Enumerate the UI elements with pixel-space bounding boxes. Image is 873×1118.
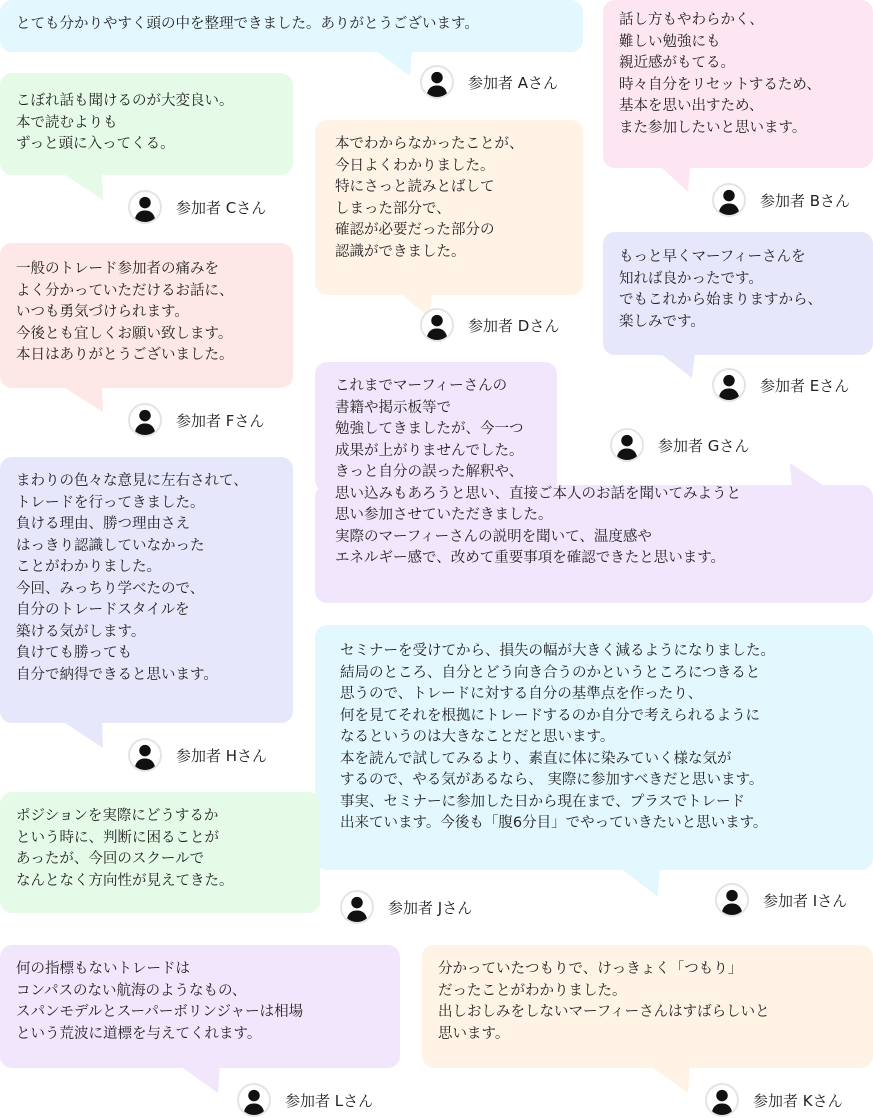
tail-b (660, 166, 690, 192)
testimonial-text: 一般のトレード参加者の痛みを よく分かっていただけるお話に、 いつも勇気づけられます。 今後とも宜しくお願い致します。 本日はありがとうございました。 (16, 261, 234, 363)
avatar-icon (610, 428, 644, 462)
tail-i (620, 868, 660, 897)
testimonial-bubble-d (315, 120, 583, 295)
participant-d (420, 308, 559, 342)
tail-e (660, 353, 695, 378)
participant-i (715, 883, 847, 917)
participant-name: 参加者 Fさん (176, 411, 265, 430)
participant-a (420, 65, 558, 99)
participant-name: 参加者 Aさん (468, 73, 559, 92)
tail-k (650, 1066, 690, 1093)
avatar-icon (128, 403, 162, 437)
tail-h (62, 721, 103, 748)
testimonial-bubble-b (603, 0, 873, 168)
participant-name: 参加者 Hさん (176, 746, 268, 765)
testimonial-text: ポジションを実際にどうするか という時に、判断に困ることが あったが、今回のスクールで なんとなく方向性が見えてきた。 (16, 808, 234, 889)
participant-h (128, 738, 267, 772)
participant-g (610, 428, 749, 462)
participant-name: 参加者 Bさん (760, 191, 851, 210)
testimonial-text: 本でわからなかったことが、 今日よくわかりました。 特にさっと読みとばして しまった部分で、 確認が必要だった部分の 認識ができました。 (335, 136, 524, 260)
avatar-icon (237, 1083, 271, 1117)
avatar-icon (705, 1083, 739, 1117)
tail-f (62, 386, 103, 412)
participant-name: 参加者 Iさん (763, 891, 848, 910)
testimonial-bubble-j (0, 792, 320, 913)
participant-name: 参加者 Gさん (658, 436, 750, 455)
avatar-icon (712, 368, 746, 402)
tail-c (62, 173, 103, 200)
avatar-icon (128, 190, 162, 224)
participant-l (237, 1083, 373, 1117)
tail-l (180, 1066, 220, 1093)
participant-name: 参加者 Kさん (753, 1091, 843, 1110)
avatar-icon (712, 183, 746, 217)
testimonial-bubble-i (315, 625, 873, 870)
testimonial-bubble-l (0, 945, 400, 1068)
testimonial-text: 分かっていたつもりで、けっきょく「つもり」 だったことがわかりました。 出しおしみをしないマーフィーさんはすばらしいと 思います。 (438, 961, 770, 1042)
testimonial-bubble-f (0, 243, 293, 388)
avatar-icon (420, 65, 454, 99)
participant-name: 参加者 Dさん (468, 316, 560, 335)
participant-b (712, 183, 850, 217)
participant-name: 参加者 Jさん (388, 898, 473, 917)
testimonial-text: 何の指標もないトレードは コンパスのない航海のようなもの、 スパンモデルとスーパーボリンジャーは相場 という荒波に道標を与えてくれます。 (16, 961, 304, 1042)
participant-c (128, 190, 266, 224)
testimonial-text: これまでマーフィーさんの 書籍や掲示板等で 勉強してきましたが、今一つ 成果が上がりませんでした。 きっと自分の誤った解釈や、 思い込みもあろうと思い、直接ご本人のお話を聞いてみようと 思い参加させていただきました。 実際のマーフィーさんの説明を聞いて、温度感や エネルギー感で、改めて重要事項を確認できたと思います。 (335, 378, 741, 566)
testimonial-bubble-c (0, 73, 293, 175)
testimonial-text: もっと早くマーフィーさんを 知れば良かったです。 でもこれから始まりますから、 楽しみです。 (619, 249, 822, 330)
participant-e (712, 368, 849, 402)
participant-k (705, 1083, 843, 1117)
participant-f (128, 403, 264, 437)
participant-j (340, 890, 472, 924)
testimonial-text: とても分かりやすく頭の中を整理できました。ありがとうございます。 (16, 16, 479, 32)
avatar-icon (420, 308, 454, 342)
testimonial-text: セミナーを受けてから、損失の幅が大きく減るようになりました。 結局のところ、自分とどう向き合うのかというところにつきると 思うので、トレードに対する自分の基準点を作ったり、 何を見てそれを根拠にトレードするのか自分で考えられるように なるというのは大きなことだと思います。 本を読んで試してみるより、素直に体に染みていく様な気が するので、やる気があるなら、 実際に参加すべきだと思います。 事実、セミナーに参加した日から現在まで、プラスでトレード 出来ています。今後も「腹6分目」でやっていきたいと思います。 (340, 643, 775, 831)
tail-a (375, 50, 412, 76)
testimonial-bubble-h (0, 457, 293, 723)
testimonial-bubble-a (0, 0, 583, 52)
testimonial-text: 話し方もやわらかく、 難しい勉強にも 親近感がもてる。 時々自分をリセットするため、 基本を思い出すため、 また参加したいと思います。 (619, 12, 821, 136)
testimonial-text: まわりの色々な意見に左右されて、 トレードを行ってきました。 負ける理由、勝つ理由さえ はっきり認識していなかった ことがわかりました。 今回、みっちり学べたので、 自分のトレードスタイルを 築ける気がします。 負けても勝っても 自分で納得できると思います。 (16, 473, 248, 683)
avatar-icon (340, 890, 374, 924)
participant-name: 参加者 Cさん (176, 198, 267, 217)
testimonial-bubble-k (422, 945, 873, 1068)
participant-name: 参加者 Lさん (285, 1091, 374, 1110)
testimonial-bubble-e (603, 232, 873, 355)
testimonial-text: こぼれ話も聞けるのが大変良い。 本で読むよりも ずっと頭に入ってくる。 (16, 93, 234, 152)
avatar-icon (128, 738, 162, 772)
participant-name: 参加者 Eさん (760, 376, 850, 395)
avatar-icon (715, 883, 749, 917)
